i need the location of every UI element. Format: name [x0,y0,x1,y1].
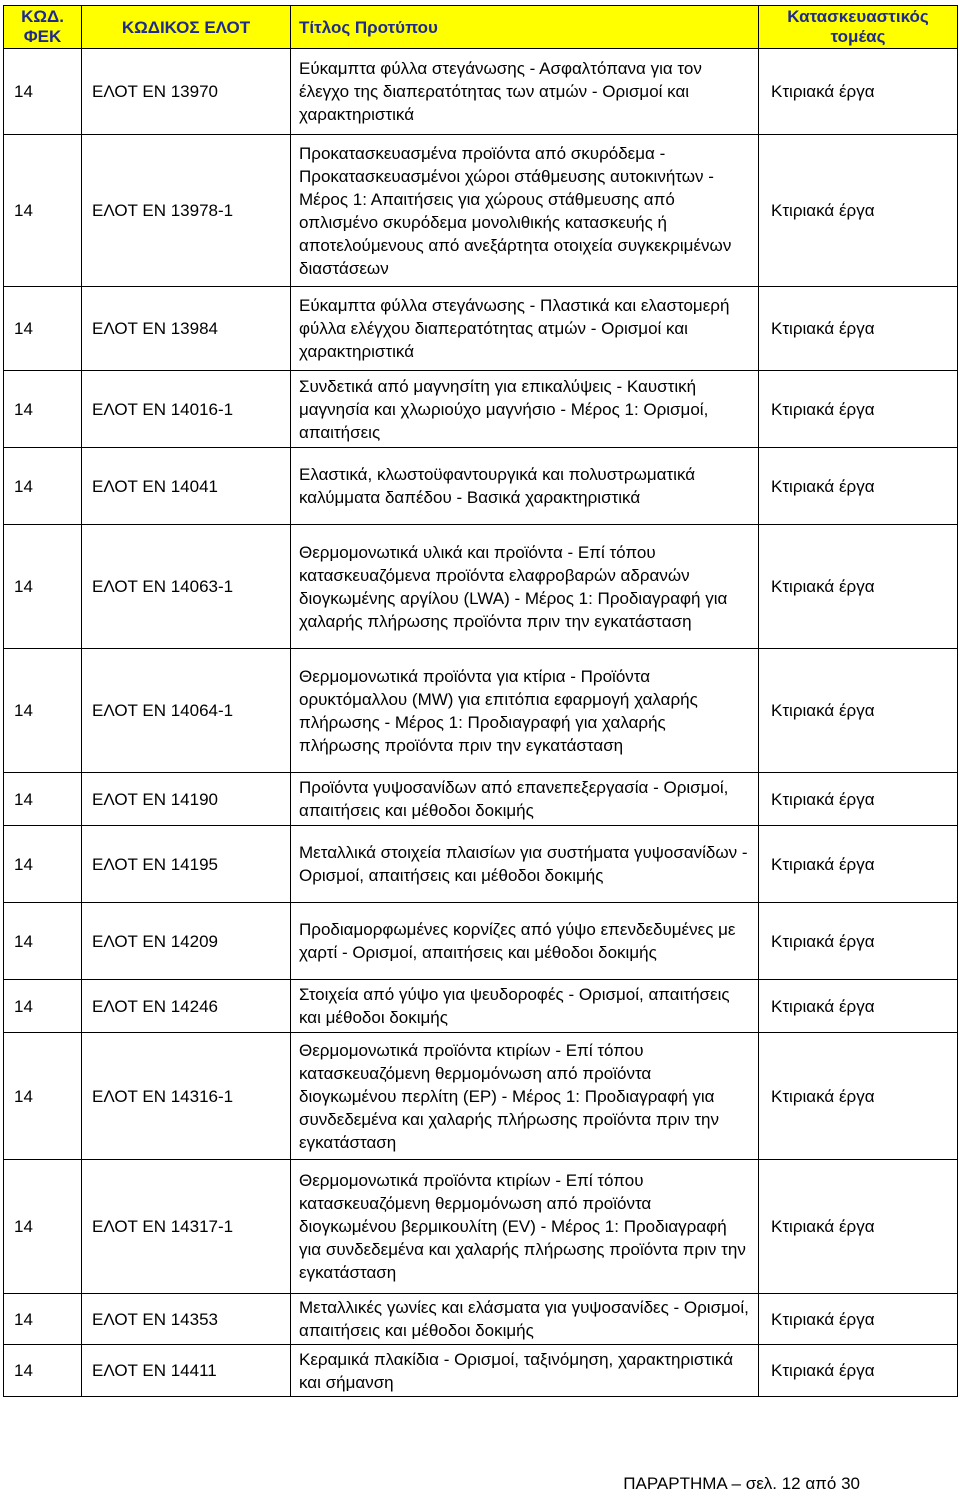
cell-elot-code: ΕΛΟΤ EN 14317-1 [82,1160,291,1294]
table-row [4,1345,958,1397]
cell-construction-sector: Κτιριακά έργα [759,287,958,371]
cell-fek-code: 14 [4,826,82,903]
cell-standard-title: Προϊόντα γυψοσανίδων από επανεπεξεργασία - Ορισμοί, απαιτήσεις και μέθοδοι δοκιμής [291,773,759,826]
cell-fek-code: 14 [4,903,82,980]
cell-fek-code: 14 [4,1033,82,1160]
cell-fek-code: 14 [4,649,82,773]
cell-construction-sector: Κτιριακά έργα [759,525,958,649]
cell-construction-sector: Κτιριακά έργα [759,135,958,287]
cell-elot-code: ΕΛΟΤ EN 14190 [82,773,291,826]
cell-construction-sector: Κτιριακά έργα [759,448,958,525]
cell-construction-sector: Κτιριακά έργα [759,903,958,980]
cell-fek-code: 14 [4,135,82,287]
cell-standard-title: Θερμομονωτικά προϊόντα για κτίρια - Προϊόντα ορυκτόμαλλου (MW) για επιτόπια εφαρμογή χαλαρής πλήρωσης - Μέρος 1: Προδιαγραφή για χαλαρής πλήρωσης προϊόντα πριν την εγκατάσταση [291,649,759,773]
cell-fek-code: 14 [4,980,82,1033]
cell-standard-title: Εύκαμπτα φύλλα στεγάνωσης - Πλαστικά και ελαστομερή φύλλα ελέγχου διαπερατότητας ατμών - Ορισμοί και χαρακτηριστικά [291,287,759,371]
cell-standard-title: Προδιαμορφωμένες κορνίζες από γύψο επενδεδυμένες με χαρτί - Ορισμοί, απαιτήσεις και μέθοδοι δοκιμής [291,903,759,980]
cell-construction-sector: Κτιριακά έργα [759,1345,958,1397]
table-row [4,1160,958,1294]
cell-elot-code: ΕΛΟΤ EN 14016-1 [82,371,291,448]
cell-construction-sector: Κτιριακά έργα [759,826,958,903]
table-row [4,287,958,371]
table-body [4,49,958,1397]
cell-standard-title: Θερμομονωτικά προϊόντα κτιρίων - Επί τόπου κατασκευαζόμενη θερμομόνωση από προϊόντα διογκωμένου περλίτη (EP) - Μέρος 1: Προδιαγραφή για συνδεδεμένα και χαλαρής πλήρωσης προϊόντα πριν την εγκατάσταση [291,1033,759,1160]
cell-construction-sector: Κτιριακά έργα [759,1160,958,1294]
cell-fek-code: 14 [4,525,82,649]
cell-fek-code: 14 [4,773,82,826]
header-fek-code: ΚΩΔ. ΦΕΚ [4,6,82,49]
cell-fek-code: 14 [4,1160,82,1294]
table-row [4,773,958,826]
cell-elot-code: ΕΛΟΤ EN 14063-1 [82,525,291,649]
table-row [4,980,958,1033]
cell-standard-title: Εύκαμπτα φύλλα στεγάνωσης - Ασφαλτόπανα για τον έλεγχο της διαπερατότητας των ατμών - Ορισμοί και χαρακτηριστικά [291,49,759,135]
table-row [4,448,958,525]
cell-construction-sector: Κτιριακά έργα [759,1294,958,1345]
cell-construction-sector: Κτιριακά έργα [759,649,958,773]
table-row [4,49,958,135]
cell-elot-code: ΕΛΟΤ EN 14064-1 [82,649,291,773]
cell-standard-title: Ελαστικά, κλωστοϋφαντουργικά και πολυστρωματικά καλύμματα δαπέδου - Βασικά χαρακτηριστικά [291,448,759,525]
cell-fek-code: 14 [4,49,82,135]
cell-standard-title: Θερμομονωτικά υλικά και προϊόντα - Επί τόπου κατασκευαζόμενα προϊόντα ελαφροβαρών αδρανών διογκωμένης αργίλου (LWA) - Μέρος 1: Προδιαγραφή για χαλαρής πλήρωσης προϊόντα πριν την εγκατάσταση [291,525,759,649]
cell-fek-code: 14 [4,448,82,525]
cell-elot-code: ΕΛΟΤ EN 13970 [82,49,291,135]
cell-construction-sector: Κτιριακά έργα [759,49,958,135]
table-row [4,135,958,287]
cell-elot-code: ΕΛΟΤ EN 14353 [82,1294,291,1345]
cell-elot-code: ΕΛΟΤ EN 14041 [82,448,291,525]
cell-fek-code: 14 [4,287,82,371]
header-construction-sector: Κατασκευαστικός τομέας [759,6,958,49]
cell-elot-code: ΕΛΟΤ EN 14411 [82,1345,291,1397]
table-header-row [4,6,958,49]
table-row [4,1294,958,1345]
cell-standard-title: Στοιχεία από γύψο για ψευδοροφές - Ορισμοί, απαιτήσεις και μέθοδοι δοκιμής [291,980,759,1033]
table-row [4,1033,958,1160]
table-row [4,371,958,448]
cell-standard-title: Προκατασκευασμένα προϊόντα από σκυρόδεμα - Προκατασκευασμένοι χώροι στάθμευσης αυτοκινήτων - Μέρος 1: Απαιτήσεις για χώρους στάθμευσης από οπλισμένο σκυρόδεμα μονολιθικής κατασκευής ή αποτελούμενους από ανεξάρτητα οτοιχεία συγκεκριμένων διαστάσεων [291,135,759,287]
table-row [4,903,958,980]
cell-elot-code: ΕΛΟΤ EN 14316-1 [82,1033,291,1160]
cell-standard-title: Μεταλλικές γωνίες και ελάσματα για γυψοσανίδες - Ορισμοί, απαιτήσεις και μέθοδοι δοκιμής [291,1294,759,1345]
table-row [4,525,958,649]
cell-elot-code: ΕΛΟΤ EN 13984 [82,287,291,371]
cell-standard-title: Θερμομονωτικά προϊόντα κτιρίων - Επί τόπου κατασκευαζόμενη θερμομόνωση από προϊόντα διογκωμένου βερμικουλίτη (EV) - Μέρος 1: Προδιαγραφή για συνδεδεμένα και χαλαρής πλήρωσης προϊόντα πριν την εγκατάσταση [291,1160,759,1294]
cell-elot-code: ΕΛΟΤ EN 13978-1 [82,135,291,287]
cell-construction-sector: Κτιριακά έργα [759,773,958,826]
cell-standard-title: Συνδετικά από μαγνησίτη για επικαλύψεις - Καυστική μαγνησία και χλωριούχο μαγνήσιο - Μέρος 1: Ορισμοί, απαιτήσεις [291,371,759,448]
page-footer: ΠΑΡΑΡΤΗΜΑ – σελ. 12 από 30 [623,1474,860,1493]
cell-construction-sector: Κτιριακά έργα [759,980,958,1033]
cell-elot-code: ΕΛΟΤ EN 14195 [82,826,291,903]
cell-elot-code: ΕΛΟΤ EN 14246 [82,980,291,1033]
cell-fek-code: 14 [4,1294,82,1345]
header-standard-title: Τίτλος Προτύπου [291,6,759,49]
cell-elot-code: ΕΛΟΤ EN 14209 [82,903,291,980]
cell-construction-sector: Κτιριακά έργα [759,1033,958,1160]
table-row [4,649,958,773]
cell-construction-sector: Κτιριακά έργα [759,371,958,448]
cell-fek-code: 14 [4,371,82,448]
cell-standard-title: Κεραμικά πλακίδια - Ορισμοί, ταξινόμηση, χαρακτηριστικά και σήμανση [291,1345,759,1397]
cell-standard-title: Μεταλλικά στοιχεία πλαισίων για συστήματα γυψοσανίδων - Ορισμοί, απαιτήσεις και μέθοδοι δοκιμής [291,826,759,903]
header-elot-code: ΚΩΔΙΚΟΣ ΕΛΟΤ [82,6,291,49]
cell-fek-code: 14 [4,1345,82,1397]
table-row [4,826,958,903]
standards-table [3,5,958,1397]
